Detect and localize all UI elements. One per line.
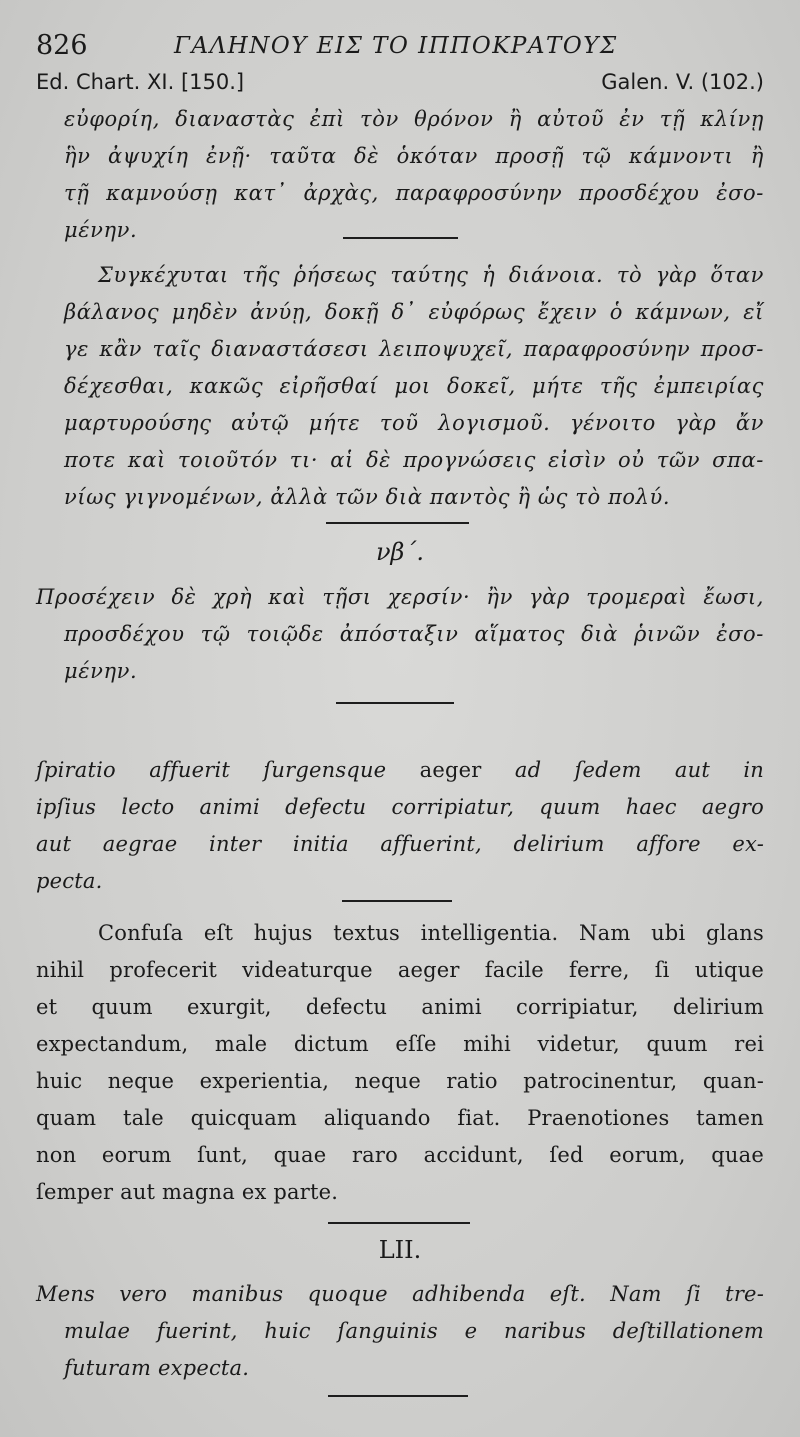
text-line: ποτε καὶ τοιοῦτόν τι· αἱ δὲ προγνώσεις εἰσὶν οὐ τῶν σπα- [64,448,764,472]
greek-paragraph-1 [36,101,764,249]
text-run: ad ſedem aut in [481,758,764,782]
latin-paragraph-1 [36,752,764,900]
text-line [36,752,764,789]
text-line: quam tale quicquam aliquando fiat. Praenotiones tamen [36,1106,764,1130]
text-line: et quum exurgit, defectu animi corripiatur, delirium [36,995,764,1019]
text-line: εὐφορίη, διαναστὰς ἐπὶ τὸν θρόνον ἢ αὐτοῦ ἐν τῇ κλίνῃ [64,107,764,131]
edition-reference-line [36,70,764,104]
greek-section-heading-wrap [36,534,764,574]
text-line: pecta. [36,869,103,893]
text-line: nihil profecerit videaturque aeger facile ferre, ſi utique [36,958,764,982]
text-line: δέχεσθαι, κακῶς εἰρῆσθαί μοι δοκεῖ, μήτε τῆς ἐμπειρίας [64,374,764,398]
galen-reference: Galen. V. (102.) [601,70,764,94]
latin-section-number: LII. [378,1236,422,1264]
text-line: προσδέχου τῷ τοιῷδε ἀπόσταξιν αἵματος διὰ ῥινῶν ἐσο- [64,622,764,646]
text-line: Confuſa eſt hujus textus intelligentia. Nam ubi glans [98,921,764,945]
divider-rule [342,900,452,902]
text-line: non eorum ſunt, quae raro accidunt, ſed eorum, quae [36,1143,764,1167]
text-line: huic neque experientia, neque ratio patrocinentur, quan- [36,1069,764,1093]
text-line: futuram expecta. [64,1356,250,1380]
page-header [36,30,764,70]
latin-commentary [36,915,764,1211]
text-line: Προσέχειν δὲ χρὴ καὶ τῇσι χερσίν· ἢν γὰρ τρομεραὶ ἔωσι, [36,585,764,609]
running-title: ΓΑΛΗΝΟΥ ΕΙΣ ΤΟ ΙΠΠΟΚΡΑΤΟΥΣ [174,33,618,59]
text-line: μένην. [64,218,138,242]
text-run: ſpiratio affuerit ſurgensque [36,758,420,782]
divider-rule [343,237,458,239]
text-line: Mens vero manibus quoque adhibenda eſt. Nam ſi tre- [36,1282,764,1306]
text-line: ſemper aut magna ex parte. [36,1180,339,1204]
ed-chart-reference: Ed. Chart. XI. [150.] [36,70,245,94]
text-line: aut aegrae inter initia affuerint, delirium affore ex- [36,832,764,856]
text-line: ἣν ἀψυχίη ἐνῇ· ταῦτα δὲ ὁκόταν προσῇ τῷ κάμνοντι ἢ [64,144,764,168]
page-number: 826 [36,30,88,61]
text-line: νίως γιγνομένων, ἀλλὰ τῶν διὰ παντὸς ἢ ὡς τὸ πολύ. [64,485,671,509]
text-line: expectandum, male dictum eſſe mihi videtur, quum rei [36,1032,764,1056]
latin-section-heading-wrap [36,1232,764,1272]
text-line: mulae fuerint, huic ſanguinis e naribus deſtillationem [64,1319,764,1343]
greek-commentary [36,257,764,516]
divider-rule [328,1395,468,1397]
text-line: Συγκέχυται τῆς ῥήσεως ταύτης ἡ διάνοια. τὸ γὰρ ὅταν [98,263,764,287]
text-line: βάλανος μηδὲν ἀνύῃ, δοκῇ δ᾽ εὐφόρως ἔχειν ὁ κάμνων, εἴ [64,300,764,324]
latin-aphorism [36,1276,764,1387]
text-line: μένην. [64,659,138,683]
greek-aphorism [36,579,764,690]
text-line: μαρτυρούσης αὐτῷ μήτε τοῦ λογισμοῦ. γένοιτο γὰρ ἄν [64,411,764,435]
divider-rule [326,522,469,524]
text-run: aeger [419,758,482,782]
text-line: γε κἂν ταῖς διαναστάσεσι λειποψυχεῖ, παραφροσύνην προσ- [64,337,764,361]
divider-rule [336,702,454,704]
greek-section-number: νβ΄. [375,538,425,566]
text-line: τῇ καμνούσῃ κατ᾽ ἀρχὰς, παραφροσύνην προσδέχου ἐσο- [64,181,764,205]
text-line: ipſius lecto animi defectu corripiatur, quum haec aegro [36,795,764,819]
divider-rule [328,1222,470,1224]
